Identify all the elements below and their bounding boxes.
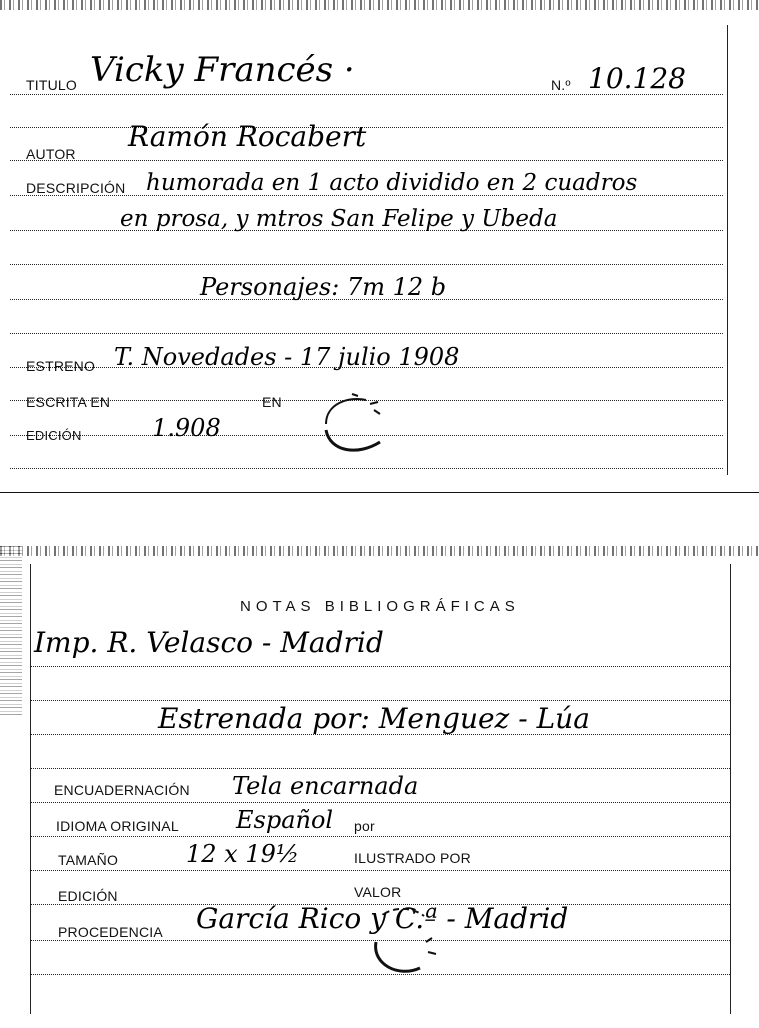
tamano-label: TAMAÑO: [58, 852, 119, 868]
descripcion-line-2: en prosa, y mtros San Felipe y Ubeda: [120, 206, 558, 232]
procedencia-value: García Rico y C.ª - Madrid: [196, 902, 569, 935]
card-top-edge: [0, 546, 759, 556]
autor-label: AUTOR: [26, 146, 76, 162]
card-left-border: [30, 564, 31, 1014]
card-right-border: [730, 564, 731, 1014]
autor-value: Ramón Rocabert: [128, 120, 367, 153]
library-stamp: [362, 902, 442, 982]
notas-heading: NOTAS BIBLIOGRÁFICAS: [240, 598, 520, 615]
card-right-border: [727, 25, 728, 475]
ruled-line: [30, 768, 730, 769]
encuadernacion-value: Tela encarnada: [232, 772, 419, 800]
en-label: EN: [262, 394, 282, 410]
estreno-label: ESTRENO: [26, 358, 96, 374]
edicion-label: EDICIÓN: [58, 888, 118, 904]
ruled-line: [30, 870, 730, 871]
idioma-label: IDIOMA ORIGINAL: [56, 818, 179, 834]
ruled-line: [30, 836, 730, 837]
nota-line-1: Imp. R. Velasco - Madrid: [34, 626, 384, 659]
descripcion-label: DESCRIPCIÓN: [26, 180, 126, 196]
procedencia-label: PROCEDENCIA: [58, 924, 163, 940]
descripcion-line-1: humorada en 1 acto dividido en 2 cuadros: [146, 170, 638, 196]
ruled-line: [30, 666, 730, 667]
por-label: por: [354, 818, 375, 834]
ruled-line: [30, 700, 730, 701]
escrita-label: ESCRITA EN: [26, 394, 111, 410]
edicion-label: EDICIÓN: [26, 428, 82, 443]
tamano-value: 12 x 19½: [186, 840, 300, 868]
numero-label: N.º: [551, 77, 571, 93]
encuadernacion-label: ENCUADERNACIÓN: [54, 782, 190, 798]
ruled-line: [10, 160, 723, 161]
catalog-card-back: [0, 556, 759, 1028]
ruled-line: [30, 802, 730, 803]
nota-line-2: Estrenada por: Menguez - Lúa: [158, 702, 590, 735]
card-top-edge: [0, 0, 759, 10]
library-stamp: [318, 390, 388, 460]
card-separator: [0, 492, 759, 493]
titulo-value: Vicky Francés ·: [90, 50, 355, 90]
ruled-line: [10, 333, 723, 334]
estreno-value: T. Novedades - 17 julio 1908: [114, 343, 460, 371]
descripcion-line-3: Personajes: 7m 12 b: [200, 273, 447, 301]
ruled-line: [10, 468, 723, 469]
catalog-card-front: [0, 10, 759, 490]
idioma-value: Español: [236, 806, 334, 834]
ruled-line: [10, 264, 723, 265]
ilustrado-label: ILUSTRADO POR: [354, 850, 471, 866]
valor-label: VALOR: [354, 884, 402, 900]
titulo-label: TITULO: [26, 77, 77, 93]
edicion-value: 1.908: [152, 414, 221, 442]
numero-value: 10.128: [588, 62, 686, 95]
ruled-line: [10, 127, 723, 128]
